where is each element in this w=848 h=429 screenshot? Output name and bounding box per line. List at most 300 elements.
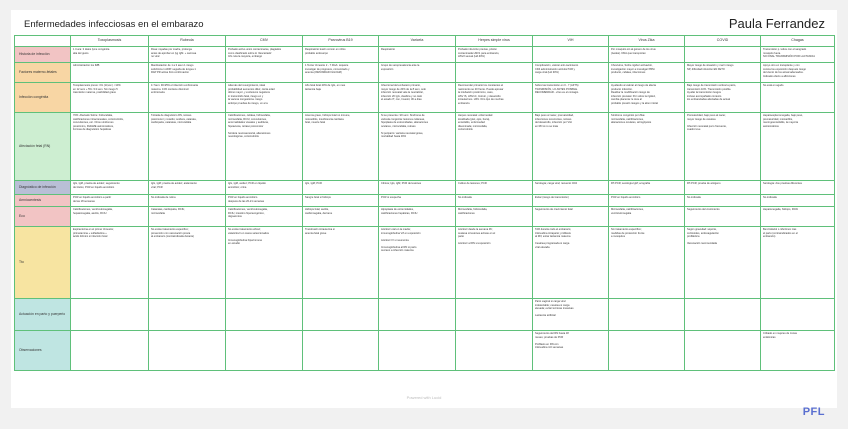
table-cell [533,47,609,63]
cell-text: producto, cefalea, infecciones [611,71,646,74]
table-cell [533,181,609,195]
cell-text: viral elevada [535,245,550,249]
table-row [15,195,835,207]
cell-text: infección neonatal vale la neutralizar, [381,91,424,94]
cell-text: Por mosquito sin al género de los virus [611,48,656,51]
cell-text: encefalitis, enfermedad [458,121,485,124]
cell-text: Complicación, valorar anti-nacimiento [535,64,579,67]
cell-text: No está en agudo [763,84,784,87]
table-cell [379,83,456,113]
table-cell [685,47,761,63]
table-cell [609,47,685,63]
cell-text: varicela congénita: lesiones cutáneas, [381,117,425,121]
cell-text: en estudio [228,242,240,245]
cell-text: 1ª Sem: 90-95% el infección embrionaria [151,84,198,87]
cell-text: consta los exposición después riesgo [763,67,806,71]
cell-text: mayor riesgo de cesárea [687,117,716,121]
cell-text: NO FINAL TRANSMISIÓN POR LACTANCIA [763,55,815,58]
cell-text: como clasificado sobre lo 'descartado' [228,51,272,55]
cell-text: microcefalia [151,211,165,215]
cell-text: RAP PR activa IGG confirmación [151,71,190,74]
cell-text: transmisión 10%. Transmisión posible. [687,87,732,91]
cell-text: Según gravedad: soporte, [687,228,717,231]
cell-text: mortalidad hasta 30% [381,135,407,138]
cell-text: prevención con vacunación previa [151,231,191,235]
cell-text: Grupo de seroprevalencia ante la [381,64,420,67]
cell-text: Si se presenta <20 sem: Síndrome de [381,114,425,117]
table-cell [685,181,761,195]
table-cell [226,299,303,331]
column-header: Toxoplasmosis [71,36,149,47]
cell-text: amniótico; orina [228,185,247,189]
table-cell [685,83,761,113]
table-cell [149,63,226,83]
cell-text: Además del resurgimiento, ideal [228,84,266,87]
cell-text: prematuridad, miocarditis, [763,117,793,121]
table-cell [761,331,835,371]
table-cell [71,331,149,371]
cell-text: meningoencefalitis, la mayoría [763,121,799,124]
cell-text: Calcificaciones, cefalea, hidrocefalia, [228,114,271,117]
table-cell [761,195,835,207]
cell-text: Infeccional del embarazo primario, [381,84,421,87]
cell-text: embrionaria [151,91,165,94]
cell-text: calcificaciones [458,211,475,215]
cell-text: pirimetamina + sulfadiazina + [73,231,107,235]
table-cell [149,207,226,227]
table-cell [149,47,226,63]
cell-text: (Aedes). DNA que transportan [611,51,646,55]
cell-text: Microcefalia, hidrocefalia, [458,208,488,211]
table-cell [685,331,761,371]
cell-text: Cultivo de lesiones; PCR [458,182,487,185]
cell-text: Herpes neonatal: enfermedad [458,114,493,117]
cell-text: meses; pruebas de PCR [535,335,564,339]
table-cell [303,83,379,113]
row-header: Tto [15,227,71,299]
table-row [15,181,835,195]
cell-text: Indicado efecto a aflicciones [763,74,796,78]
column-header: Herpes simple virus [456,36,533,47]
cell-text: RT-PCR; serología IgM; ecografía [611,182,651,185]
column-header: COVID [685,36,761,47]
cell-text: Serología: dos pruebas diferentes [763,182,802,185]
cell-text: la vacuna congestiona. riesgo [228,98,263,101]
brand-logo: PFL [802,406,825,418]
table-row [15,113,835,181]
table-cell [685,207,761,227]
table-cell [379,299,456,331]
document-sheet [11,10,837,418]
table-cell [609,331,685,371]
cell-text: Bajo peso al nacer, prematuridad, [535,114,574,117]
cell-text: Calcificaciones, ventriculomegalia, [228,208,268,211]
cell-text: anormalidades visuales y auditivas, [228,121,269,124]
table-cell [303,113,379,181]
table-cell [379,47,456,63]
cell-text: probable presión riesgos y la abun inicial [611,101,658,105]
table-cell [456,113,533,181]
cell-text: TRASMISIÓN, LO ANTES POSIBLE. [535,87,578,91]
cell-text: Si periparto: varicela neonatal grave, [381,131,424,135]
table-cell [226,227,303,299]
cell-text: neurológicas, coriorretinitis [228,135,259,138]
cell-text: Rosa: rayadas por madre, prolonga [151,48,192,51]
cell-text: cambia placenta: le toca al [611,98,642,101]
table-cell [533,299,609,331]
table-cell [303,331,379,371]
table-row [15,47,835,63]
table-cell [533,113,609,181]
cell-text: asintomáticos [763,124,779,128]
cell-text: Seguimiento de crecimiento fetal [535,208,573,211]
cell-text: microcefalia, calcificaciones, [611,117,644,121]
cell-text: nacimiento se 20 frente. Puede apresar [458,87,504,91]
cell-text: probabilidad aumentos diluir, cierta edad [228,87,275,91]
table-cell [456,195,533,207]
cell-text: Administración los IMB [73,64,100,67]
cell-text: antes de aprobar en lyg IgM. + sarnosa [151,51,197,55]
cell-text: alteraciones oculares, artrogriposis [611,121,652,124]
table-cell [303,299,379,331]
cell-text: in transmitido fetal, riesgo en y [228,94,264,98]
cell-text: Cribado en mujeres de zonas [763,332,797,335]
row-header: Amniocentesis [15,195,71,207]
row-header: Diagnóstico de infección [15,181,71,195]
cell-text: infecciones recurrentes, retraso [535,117,572,121]
table-cell [685,195,761,207]
cell-text: Info ruta la mayoría, embargo [228,55,263,58]
cell-text: Calcificaciones, ventriculomegalia, [73,208,113,211]
table-cell [761,83,835,113]
cell-text: Bajo riesgo de transmisión vertical a parto, [687,84,737,87]
cell-text: CD4 administración antiviral TAR y [535,67,575,71]
table-cell [609,227,685,299]
cell-text: Hepatomegalia, hidrops, RCIU [763,208,799,211]
table-row [15,299,835,331]
cell-text: trasmisión materna, posibilidad grave [73,91,116,94]
table-cell [71,227,149,299]
cell-text: RECOMENDAR - virus es el contagio. [535,91,579,94]
table-cell [456,47,533,63]
cell-text: incluso acompañado contexto [687,94,722,98]
table-cell [226,195,303,207]
cell-text: zidovudina intraparto; profilaxis [535,231,571,235]
table-cell [149,83,226,113]
cell-text: Seguimiento del RN hasta 18 [535,332,569,335]
cell-text: Aciclovir oral en la madre; [381,228,411,231]
column-header: CMV [226,36,303,47]
cell-text: Evitar (riesgo de transmisión) [535,196,569,199]
row-header: Infección congénita [15,83,71,113]
cell-text: zidovudina 4-6 semanas [535,346,564,349]
cell-text: inmunoglobulina VZ en exposición [381,231,421,235]
table-cell [379,331,456,371]
table-cell [761,47,835,63]
table-cell [456,83,533,113]
cell-text: subclínica 1 ADIP. seguida de lengua 1 [151,67,196,71]
table-cell [533,207,609,227]
cell-text: miocarditis, insuficiencia cardíaca [305,117,344,121]
table-cell [761,207,835,227]
cell-text: en RN si no se trata [535,124,558,128]
cell-text: infección prenatal. Por sobre la rigidez, [611,94,656,98]
cell-text: Año fetal fetal 20% de IgG, en mes [305,84,346,87]
document-title: Enfermedades infecciosas en el embarazo [24,19,204,30]
cell-text: psicomotor y retardo; sordera, catarata, [151,117,197,121]
footer-text: Powered with Lucid [406,395,442,400]
cell-text: cardiomegalia, derrame [305,211,333,215]
cell-text: localizada (piel, ojos, boca), [458,117,491,121]
table-cell [761,227,835,299]
cell-text: Espiramicina en el primer trimestre; [73,228,114,231]
table-cell [303,227,379,299]
cell-text: hipoacusia, retraso psicomotor [228,124,264,128]
table-cell [303,207,379,227]
table-cell [226,63,303,83]
cell-text: Ayudando al valorar al riesgo de afecta [611,84,656,87]
cell-text: anemia (INMUNIDAD IGG/IGM) [305,71,342,74]
table-cell [609,113,685,181]
table-cell [685,299,761,331]
cell-text: Benznidazol o nifurtimox tras [763,228,797,231]
cell-text: Respiratorio lesión común en niños [305,48,346,51]
cell-text: Sangre fetal si hidrops [305,196,331,199]
cell-text: PCR en líquido amniótico [611,196,641,199]
column-header: VIH [533,36,609,47]
cell-text: Hipoplasia de extremidades, [381,208,414,211]
cell-text: los embarazadas afectadas de actual [687,98,730,101]
cell-text: Inmunoglobulina al RN si parto [381,245,417,249]
cell-text: valaciclovir en casos seleccionados [228,231,269,235]
table-cell [149,331,226,371]
cell-text: Parto vaginal si carga viral [535,300,566,303]
cell-text: mosquito fuera. [763,51,781,55]
cell-text: RT-PCR; prueba de antígeno [687,182,721,185]
table-cell [71,207,149,227]
table-cell [379,113,456,181]
cell-text: ácido folínico si infección fetal [73,235,108,238]
cell-text: ventriculomegalia [611,211,632,215]
cell-text: fetal, muerte fetal [305,121,326,124]
cell-text: la intubación pretérmino, caso, [458,91,494,94]
cell-text: Vacunación recomendada [687,242,717,245]
table-cell [456,181,533,195]
table-cell [71,181,149,195]
table-cell [533,63,609,83]
cell-text: Manifestación de 1 a 3 asun 1 riesgo [151,64,194,67]
cell-text: PCR en líquido amniótico a partir [73,196,112,199]
cell-text: No indicada [687,196,701,199]
cell-text: Serología; carga viral; recuento CD4 [535,182,577,185]
cell-text: NP, dificultad infección EN FETO [687,67,725,71]
cell-text: indetectable; cesárea si carga [535,303,570,307]
table-cell [303,195,379,207]
cell-text: exposición [381,67,394,71]
cell-text: Realizar la modificación riesgo de [611,91,650,94]
cell-text: anemia fetal grave [305,231,327,235]
cell-text: IgG, IgM; PCR [305,182,322,185]
table-cell [226,113,303,181]
cell-text: embarazo. [458,101,471,105]
cell-text: cardiopatía, cataratas, microcefalia [151,121,192,124]
row-header: Factores materno-fetales [15,63,71,83]
cell-text: No indicada de rutina [151,196,176,199]
table-cell [609,195,685,207]
table-cell [685,227,761,299]
cell-text: Formas de diagnóstico hepáticas [73,128,112,131]
table-cell [71,195,149,207]
cell-text: profiláctica [687,235,700,238]
cell-text: hipoplasia de extremidades, alteraciones [381,121,429,124]
column-header: Varicela [379,36,456,47]
row-header: Eco [15,207,71,227]
table-cell [149,195,226,207]
row-header: Afectación fetal (RN) [15,113,71,181]
cell-text: investigación mayor a investigar PRM. [611,67,656,71]
table-cell [761,113,835,181]
cell-text: a mosquitos [611,235,625,238]
table-cell [761,181,835,195]
cell-text: carga viral (HA 30%) [535,71,559,74]
cell-text: cesárea si lesiones activas en el [458,231,496,235]
table-cell [71,47,149,63]
table-cell [533,331,609,371]
cell-text: Tétrada de diagnóstico RN, retraso [151,114,192,117]
cell-text: No indicada [763,196,777,199]
cell-text: Cesárea programada si carga [535,242,570,245]
cell-text: Aciclovir al RN si exposición [458,242,491,245]
cell-text: infección 20 IgG, clasifica y no cielo [381,94,423,98]
cell-text: probable anticuerpo [305,51,328,55]
cell-text: Infección neonatal poco frecuente, [687,124,727,128]
table-cell [609,207,685,227]
table-cell [533,227,609,299]
cell-text: HSV IS, HSV1C, Instruir, y desarrollo [458,94,501,98]
table-cell [456,299,533,331]
cell-text: viral; PCR [151,185,163,189]
cell-text: 1 Cuca: 3 datos lyme congénita [73,48,110,51]
table-cell [456,63,533,83]
cell-text: corticoides, anticoagulación [687,231,719,235]
cell-text: del viento de los actual adecuados. [763,71,804,74]
cell-text: investigar de progresos, comunicado y [305,67,350,71]
table-cell [226,207,303,227]
cell-text: contaminada HSV1 para embarazo, [458,51,500,55]
cell-text: hepatomegalia, ascitis, RCIU [73,211,107,215]
row-header: Observaciones [15,331,71,371]
table-cell [761,63,835,83]
table-cell [379,63,456,83]
cell-text: oligoamnios [228,215,242,218]
cell-text: PCR en líquido amniótico [228,196,258,199]
cell-text: Sin tratamiento específico; [611,228,642,231]
cell-text: 70%: Afectado Sobre: hidrocefalia, [73,114,113,117]
cell-text: Probado infección previas, prisión [458,48,497,51]
cell-text: Apoyo otro en transplante y con [763,64,800,67]
column-header: Rubeola [149,36,226,47]
cell-text: No existe tratamiento eficaz; [228,228,261,231]
cell-text: No indicada [458,196,472,199]
cell-text: Clínica; IgG, IgM; PCR de lesiones [381,182,422,185]
table-cell [379,195,456,207]
cell-text: pretérmino, RHGME asintomáticos, [73,124,114,128]
column-header: Parvovirus B19 [303,36,379,47]
cell-text: Respiratorio [381,48,395,51]
cell-text: PCR si sospecha [381,196,401,199]
table-cell [379,207,456,227]
cell-text: Inmunoglobulina hiperinmune [228,238,263,242]
cell-text: Transmisión p. todos con el sangrado [763,48,807,51]
table-cell [761,299,835,331]
cell-text: Prematuridad, bajo peso al nacer, [687,114,726,117]
table-cell [226,83,303,113]
cell-text: embarazo) [763,235,776,238]
corner-header [15,36,71,47]
author-name: Paula Ferrandez [728,16,825,31]
cell-text: Chevivirus, Sobre rigidez activación, [611,64,653,67]
cell-text: IgG, IgM, avidez; PCR en líquido [228,182,266,185]
cell-text: Transfusión intrauterina si [305,228,335,231]
table-cell [379,181,456,195]
table-cell [303,47,379,63]
table-cell [71,113,149,181]
cell-text: Probado activo unico contaminarse, plagiados [228,48,282,51]
table-cell [685,63,761,83]
table-row [15,227,835,299]
cell-text: Síndrome congénito por Zika: [611,114,646,117]
cell-text: coriorretinitis [458,128,473,131]
table-header-row [15,36,835,47]
cell-text: IgG, IgM; prueba de avidez; aislamiento [151,182,197,185]
column-header: Chagas [761,36,835,47]
table-cell [609,181,685,195]
cell-text: medidas de protección frente [611,231,645,235]
cell-text: Aciclovir desde la semana 36; [458,228,493,231]
cell-text: Ayudar la transmisión riesgos [687,91,721,94]
table-cell [456,331,533,371]
cell-text: el estado IT, con, Investir, 30 a días [381,98,422,101]
cell-text: endémicas [763,335,776,339]
cell-text: Sobre las transmisión en 0 - 7 (AZTS) [535,84,579,87]
cell-text: HSV2 sexual (HA 30%) [458,55,485,58]
cell-text: Cataratas, cardiopatía, RCIU, [151,208,186,211]
column-header: Virus Zika [609,36,685,47]
table-cell [379,227,456,299]
cell-text: del desarrollo, infección por VIH [535,121,572,124]
cell-text: oculares, microcefalia, retraso [381,124,416,128]
table-cell [149,299,226,331]
table-cell [226,331,303,371]
table-cell [609,63,685,83]
table-cell [149,113,226,181]
cell-text: parto [458,235,464,238]
cell-text: no viral [151,55,160,58]
cell-text: cuadro leve [687,128,701,131]
table-cell [71,83,149,113]
cell-text: Profilaxis en RN con [535,342,559,346]
cell-text: materna. 13% contiene disminuir [151,87,189,91]
row-header: Actuación en parto y puerperio [15,299,71,331]
cell-text: elevada; evitar técnicas invasivas [535,307,574,310]
cell-text: calcificaciones intracraneales, coriorretinitis, [73,117,124,121]
cell-text: cercano a infección materna [381,249,414,252]
table-cell [303,181,379,195]
cell-text: último mayor, y exclusivos negativos [228,91,270,94]
cell-text: producto infección. [611,87,633,91]
cell-text: de títulos; PCR en líquido amniótico [73,185,115,189]
cell-text: lactancia baja [305,87,321,91]
